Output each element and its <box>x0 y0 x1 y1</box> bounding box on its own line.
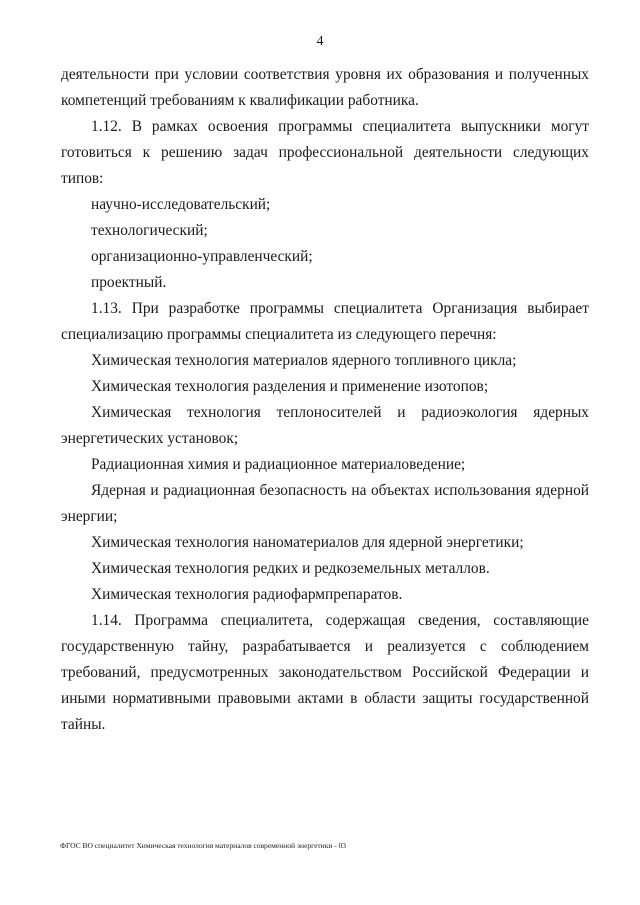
specialization-item: Химическая технология редких и редкоземельных металлов. <box>91 560 490 577</box>
specialization-item: Химическая технология разделения и применение изотопов; <box>91 378 489 395</box>
specialization-item: Радиационная химия и радиационное материаловедение; <box>91 456 466 473</box>
specialization-item: Химическая технология теплоносителей и радиоэкология ядерных энергетических установок; <box>61 404 589 447</box>
activity-type-item: научно-исследовательский; <box>91 196 271 213</box>
document-body <box>61 62 589 738</box>
page-number: 4 <box>316 34 324 49</box>
specialization-item: Химическая технология радиофармпрепаратов. <box>91 586 403 603</box>
activity-type-item: проектный. <box>91 274 167 291</box>
document-footer: ФГОС ВО специалитет Химическая технология материалов современной энергетики - 03 <box>60 841 347 850</box>
paragraph-1-14: 1.14. Программа специалитета, содержащая сведения, составляющие государственную тайну, разрабатывается и реализуется с соблюдением требований, предусмотренных законодательством Российской Федерации и иными нормативными правовыми актами в области защиты государственной тайны. <box>61 612 589 733</box>
paragraph-continuation: деятельности при условии соответствия уровня их образования и полученных компетенций требованиям к квалификации работника. <box>61 66 589 109</box>
activity-type-item: технологический; <box>91 222 208 239</box>
paragraph-1-12: 1.12. В рамках освоения программы специалитета выпускники могут готовиться к решению задач профессиональной деятельности следующих типов: <box>61 118 589 187</box>
specialization-item: Ядерная и радиационная безопасность на объектах использования ядерной энергии; <box>61 482 589 525</box>
activity-type-item: организационно-управленческий; <box>91 248 313 265</box>
specialization-item: Химическая технология наноматериалов для ядерной энергетики; <box>91 534 524 551</box>
paragraph-1-13: 1.13. При разработке программы специалитета Организация выбирает специализацию программы специалитета из следующего перечня: <box>61 300 589 343</box>
specialization-item: Химическая технология материалов ядерного топливного цикла; <box>91 352 517 369</box>
